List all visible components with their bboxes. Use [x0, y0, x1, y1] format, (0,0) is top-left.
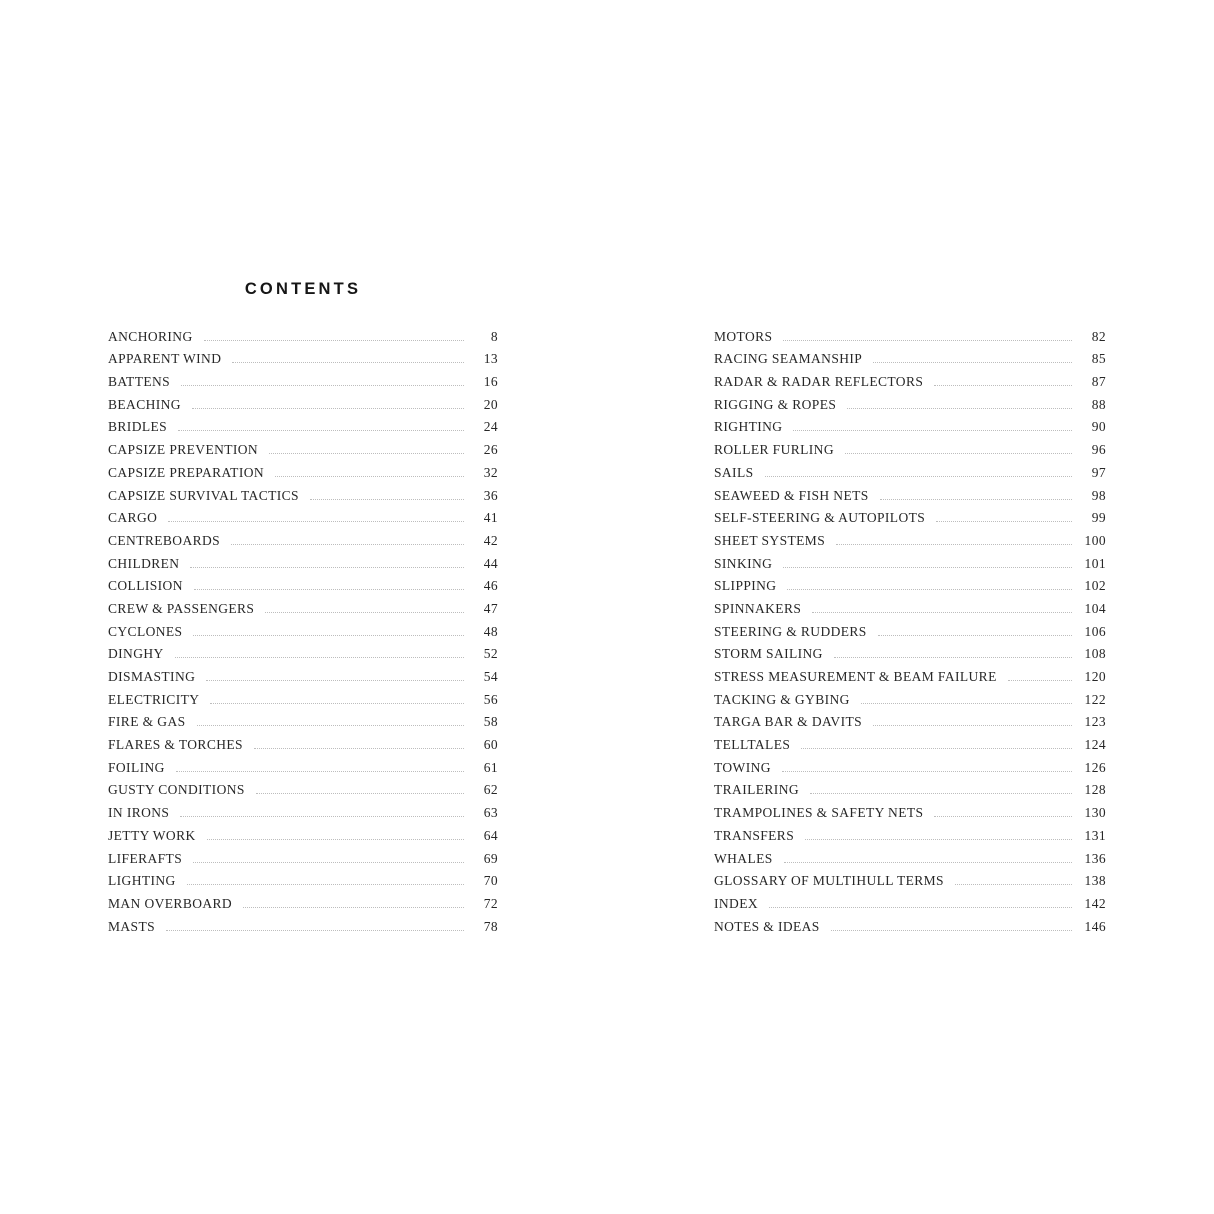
toc-entry-page: 123 — [1084, 714, 1106, 730]
toc-entry-title: DINGHY — [108, 646, 164, 662]
toc-entry — [714, 435, 1106, 458]
toc-entry — [108, 708, 498, 731]
dot-leader — [934, 816, 1072, 817]
toc-entry — [108, 572, 498, 595]
toc-entry-title: TRANSFERS — [714, 827, 795, 843]
toc-entry — [108, 549, 498, 572]
dot-leader — [243, 907, 464, 908]
dot-leader — [880, 499, 1072, 500]
dot-leader — [831, 930, 1072, 931]
dot-leader — [275, 476, 464, 477]
dot-leader — [265, 612, 464, 613]
toc-entry — [108, 867, 498, 890]
toc-entry-title: ROLLER FURLING — [714, 442, 834, 458]
toc-entry-title: CARGO — [108, 510, 158, 526]
toc-entry — [108, 776, 498, 799]
toc-entry-page: 78 — [483, 918, 498, 934]
toc-entry-title: ANCHORING — [108, 328, 193, 344]
dot-leader — [810, 793, 1072, 794]
toc-entry-title: RIGGING & ROPES — [714, 396, 837, 412]
toc-entry — [108, 322, 498, 345]
dot-leader — [254, 748, 464, 749]
dot-leader — [192, 408, 464, 409]
dot-leader — [783, 567, 1072, 568]
toc-entry-title: INDEX — [714, 895, 758, 911]
dot-leader — [231, 544, 464, 545]
page-title: CONTENTS — [244, 280, 362, 298]
toc-entry-title: GUSTY CONDITIONS — [108, 782, 245, 798]
toc-entry-title: DISMASTING — [108, 669, 196, 684]
toc-entry-title: CREW & PASSENGERS — [108, 600, 255, 616]
toc-entry-title: MAN OVERBOARD — [108, 895, 233, 911]
toc-entry-title: GLOSSARY OF MULTIHULL TERMS — [714, 873, 944, 889]
toc-entry — [108, 526, 498, 549]
dot-leader — [193, 635, 464, 636]
dot-leader — [873, 362, 1072, 363]
toc-entry — [714, 753, 1106, 776]
dot-leader — [861, 703, 1072, 704]
toc-entry-page: 47 — [483, 600, 498, 616]
dot-leader — [175, 657, 464, 658]
toc-entry-page: 82 — [1091, 328, 1106, 344]
toc-entry-title: CAPSIZE PREPARATION — [108, 464, 265, 480]
toc-entry-title: TARGA BAR & DAVITS — [714, 714, 863, 730]
toc-entry-page: 130 — [1084, 805, 1106, 821]
toc-entry-page: 32 — [483, 464, 498, 480]
dot-leader — [769, 907, 1072, 908]
toc-entry — [714, 821, 1106, 844]
toc-entry-page: 136 — [1084, 850, 1106, 866]
toc-entry-title: STRESS MEASUREMENT & BEAM FAILURE — [714, 669, 997, 684]
toc-entry-title: MOTORS — [714, 328, 773, 344]
toc-entry — [108, 685, 498, 708]
dot-leader — [187, 884, 464, 885]
toc-entry — [108, 889, 498, 912]
toc-entry-page: 26 — [483, 442, 498, 458]
toc-entry-title: SHEET SYSTEMS — [714, 532, 826, 548]
toc-entry-page: 52 — [483, 646, 498, 662]
dot-leader — [310, 499, 464, 500]
dot-leader — [181, 385, 464, 386]
toc-entry-title: CYCLONES — [108, 623, 183, 639]
dot-leader — [783, 340, 1072, 341]
toc-entry — [714, 390, 1106, 413]
toc-entry — [714, 504, 1106, 527]
toc-entry-title: BEACHING — [108, 396, 181, 412]
toc-entry — [714, 844, 1106, 867]
toc-entry-title: SAILS — [714, 464, 754, 480]
dot-leader — [878, 635, 1072, 636]
toc-entry — [108, 844, 498, 867]
toc-entry — [714, 889, 1106, 912]
toc-entry-title: RIGHTING — [714, 419, 783, 435]
toc-entry-title: STEERING & RUDDERS — [714, 623, 867, 639]
toc-entry — [714, 526, 1106, 549]
toc-entry — [108, 345, 498, 368]
toc-entry-title: TRAMPOLINES & SAFETY NETS — [714, 805, 924, 821]
toc-column-right — [714, 322, 1106, 935]
toc-entry-title: CENTREBOARDS — [108, 532, 221, 548]
toc-entry-page: 69 — [483, 850, 498, 866]
toc-entry-page: 46 — [483, 578, 498, 594]
toc-entry-page: 138 — [1084, 873, 1106, 889]
toc-entry — [714, 594, 1106, 617]
toc-entry-title: TELLTALES — [714, 737, 791, 753]
toc-entry-title: TOWING — [714, 759, 771, 775]
toc-entry-page: 61 — [483, 759, 498, 775]
toc-entry-title: BRIDLES — [108, 419, 168, 435]
toc-entry-page: 88 — [1091, 396, 1106, 412]
toc-entry-page: 16 — [483, 374, 498, 390]
toc-entry-page: 124 — [1084, 737, 1106, 753]
toc-entry-page: 8 — [490, 328, 498, 344]
toc-entry-page: 106 — [1084, 623, 1106, 639]
dot-leader — [207, 839, 464, 840]
toc-entry-title: BATTENS — [108, 374, 171, 390]
toc-entry-title: MASTS — [108, 918, 156, 934]
toc-entry-page: 120 — [1084, 669, 1106, 684]
toc-entry — [108, 640, 498, 663]
dot-leader — [210, 703, 464, 704]
dot-leader — [784, 862, 1072, 863]
toc-entry-page: 63 — [483, 805, 498, 821]
dot-leader — [845, 453, 1072, 454]
dot-leader — [193, 862, 464, 863]
dot-leader — [206, 680, 464, 681]
dot-leader — [178, 430, 464, 431]
dot-leader — [176, 771, 464, 772]
toc-entry — [108, 367, 498, 390]
toc-entry — [108, 753, 498, 776]
toc-entry — [714, 322, 1106, 345]
toc-entry — [714, 481, 1106, 504]
toc-entry — [714, 572, 1106, 595]
toc-entry-title: FIRE & GAS — [108, 714, 186, 730]
dot-leader — [269, 453, 464, 454]
toc-entry-title: TACKING & GYBING — [714, 691, 850, 707]
toc-entry-page: 64 — [483, 827, 498, 843]
toc-entry-title: CAPSIZE SURVIVAL TACTICS — [108, 487, 299, 503]
toc-entry-page: 58 — [483, 714, 498, 730]
toc-entry — [714, 912, 1106, 935]
toc-entry-title: FLARES & TORCHES — [108, 737, 243, 753]
toc-entry — [714, 617, 1106, 640]
toc-entry-page: 56 — [483, 691, 498, 707]
dot-leader — [812, 612, 1072, 613]
toc-entry-page: 60 — [483, 737, 498, 753]
toc-entry-page: 100 — [1084, 532, 1106, 548]
toc-entry-page: 142 — [1084, 895, 1106, 911]
dot-leader — [256, 793, 464, 794]
toc-entry-page: 62 — [483, 782, 498, 798]
toc-entry — [108, 504, 498, 527]
toc-entry-title: TRAILERING — [714, 782, 799, 798]
toc-entry-page: 87 — [1091, 374, 1106, 390]
toc-entry-page: 96 — [1091, 442, 1106, 458]
toc-entry-page: 131 — [1084, 827, 1106, 843]
toc-entry — [714, 730, 1106, 753]
dot-leader — [847, 408, 1072, 409]
toc-entry-page: 54 — [483, 669, 498, 684]
toc-entry-page: 24 — [483, 419, 498, 435]
toc-entry-page: 70 — [483, 873, 498, 889]
toc-entry-title: FOILING — [108, 759, 165, 775]
toc-entry-page: 104 — [1084, 600, 1106, 616]
toc-entry-title: SINKING — [714, 555, 773, 571]
toc-entry-title: CHILDREN — [108, 555, 180, 571]
dot-leader — [834, 657, 1072, 658]
dot-leader — [190, 567, 464, 568]
toc-entry-page: 41 — [483, 510, 498, 526]
toc-entry — [714, 367, 1106, 390]
toc-entry — [108, 662, 498, 685]
toc-entry-title: COLLISION — [108, 578, 183, 594]
toc-entry-page: 72 — [483, 895, 498, 911]
dot-leader — [836, 544, 1072, 545]
toc-entry-page: 13 — [483, 351, 498, 367]
toc-entry-title: APPARENT WIND — [108, 351, 222, 367]
toc-entry — [714, 867, 1106, 890]
toc-entry-title: JETTY WORK — [108, 827, 196, 843]
toc-entry-title: IN IRONS — [108, 805, 170, 821]
dot-leader — [936, 521, 1072, 522]
toc-entry-title: WHALES — [714, 850, 773, 866]
toc-entry-page: 122 — [1084, 691, 1106, 707]
toc-entry-page: 126 — [1084, 759, 1106, 775]
toc-entry — [108, 413, 498, 436]
toc-entry-title: LIGHTING — [108, 873, 176, 889]
toc-entry-page: 146 — [1084, 918, 1106, 934]
toc-entry-title: CAPSIZE PREVENTION — [108, 442, 259, 458]
toc-entry — [108, 390, 498, 413]
toc-entry-page: 108 — [1084, 646, 1106, 662]
dot-leader — [782, 771, 1072, 772]
toc-entry — [714, 708, 1106, 731]
dot-leader — [194, 589, 464, 590]
toc-entry-page: 48 — [483, 623, 498, 639]
dot-leader — [765, 476, 1072, 477]
dot-leader — [787, 589, 1072, 590]
toc-entry — [714, 776, 1106, 799]
toc-entry-page: 20 — [483, 396, 498, 412]
toc-entry-page: 102 — [1084, 578, 1106, 594]
toc-entry-title: SELF-STEERING & AUTOPILOTS — [714, 510, 926, 526]
dot-leader — [166, 930, 464, 931]
toc-entry — [108, 730, 498, 753]
toc-entry-page: 99 — [1091, 510, 1106, 526]
toc-entry — [714, 798, 1106, 821]
dot-leader — [955, 884, 1072, 885]
toc-entry — [108, 594, 498, 617]
toc-entry — [108, 481, 498, 504]
toc-entry — [714, 458, 1106, 481]
toc-entry — [108, 798, 498, 821]
toc-entry — [714, 549, 1106, 572]
dot-leader — [232, 362, 464, 363]
dot-leader — [204, 340, 464, 341]
toc-entry-page: 90 — [1091, 419, 1106, 435]
toc-entry-title: LIFERAFTS — [108, 850, 183, 866]
toc-entry-page: 85 — [1091, 351, 1106, 367]
toc-entry — [714, 345, 1106, 368]
toc-entry — [714, 662, 1106, 685]
dot-leader — [873, 725, 1072, 726]
toc-entry-title: RACING SEAMANSHIP — [714, 351, 863, 367]
toc-entry — [714, 640, 1106, 663]
dot-leader — [1008, 680, 1072, 681]
toc-entry-title: NOTES & IDEAS — [714, 918, 820, 934]
toc-entry-page: 98 — [1091, 487, 1106, 503]
toc-entry — [108, 912, 498, 935]
dot-leader — [197, 725, 464, 726]
toc-column-left — [108, 322, 498, 935]
toc-entry — [714, 413, 1106, 436]
dot-leader — [934, 385, 1072, 386]
toc-entry-title: STORM SAILING — [714, 646, 823, 662]
toc-entry-page: 36 — [483, 487, 498, 503]
toc-entry-page: 42 — [483, 532, 498, 548]
dot-leader — [180, 816, 464, 817]
toc-entry — [108, 458, 498, 481]
dot-leader — [168, 521, 464, 522]
toc-entry-title: ELECTRICITY — [108, 691, 200, 707]
toc-entry-title: SPINNAKERS — [714, 600, 802, 616]
toc-entry — [108, 617, 498, 640]
toc-entry-title: SLIPPING — [714, 578, 777, 594]
toc-entry-page: 101 — [1084, 555, 1106, 571]
dot-leader — [801, 748, 1072, 749]
toc-entry-page: 128 — [1084, 782, 1106, 798]
toc-entry-title: RADAR & RADAR REFLECTORS — [714, 374, 924, 390]
toc-entry-title: SEAWEED & FISH NETS — [714, 487, 869, 503]
toc-entry-page: 97 — [1091, 464, 1106, 480]
toc-entry — [108, 821, 498, 844]
toc-entry — [714, 685, 1106, 708]
toc-entry — [108, 435, 498, 458]
dot-leader — [805, 839, 1072, 840]
toc-entry-page: 44 — [483, 555, 498, 571]
dot-leader — [793, 430, 1072, 431]
